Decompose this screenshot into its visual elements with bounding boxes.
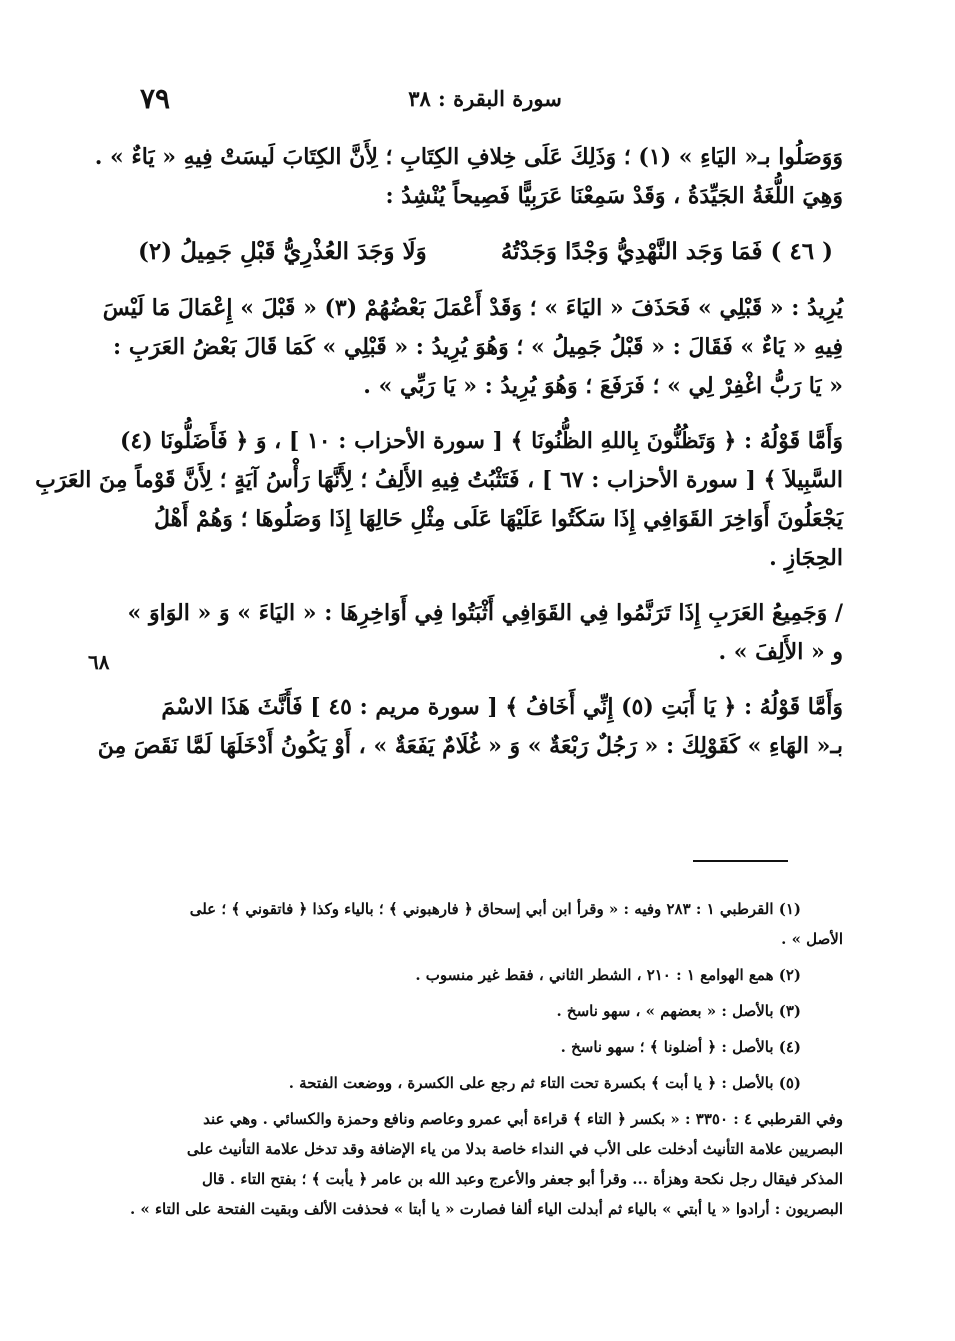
paragraph-5 — [97, 688, 843, 766]
footnote-5 — [128, 1068, 843, 1098]
footnote-line: البصريين علامة التأنيث أدخلت على الأب في النداء خاصة بدلا من ياء الإضافة وقد تدخل علامة التأنيث على — [186, 1140, 843, 1158]
footnote-line: المذكر فيقال رجل نكحة وهزأة ... وقرأ أبو جعفر والأعرج وعبد الله بن عامر ﴿ يأبت ﴾ ؛ بفتح التاء . قال — [202, 1170, 843, 1188]
footnote-divider — [693, 860, 788, 862]
paragraph-4 — [128, 594, 843, 672]
text-line: يُرِيدُ : « قَبْلِي » فَحَذَفَ « اليَاءَ » ؛ وَقَدْ أَعْمَلَ بَعْضُهُمْ (٣) « قَبْلَ » إِعْمَالَ مَا لَيْسَ — [102, 295, 843, 321]
footnote-5-continued — [128, 1104, 843, 1224]
footnote-line: الأصل » . — [781, 930, 843, 948]
text-line: السَّبِيلاَ ﴾ [ سورة الأحزاب : ٦٧ ] ، فَتَثْبُتُ فِيهِ الأَلِفُ ؛ لِأَنَّهَا رَأْسُ آيَةٍ ؛ لِأَنَّ قَوْماً مِنَ العَرَبِ — [35, 467, 843, 493]
poetry-verse — [138, 232, 833, 271]
footnote-line: وفي القرطبي ٤ : ٣٣٥٠ : « بكسر ﴿ التاء ﴾ قراءة أبي عمرو وعاصم ونافع وحمزة والكسائي . وهي عند — [203, 1110, 843, 1128]
footnote-line: البصريون : أرادوا « يا أبتي » بالياء ثم أبدلت الياء ألفا فصارت « يا أبتا » فحذفت الألف وبقيت الفتحة على التاء » . — [129, 1200, 843, 1218]
footnote-line: (٥) بالأصل : ﴿ يا أبت ﴾ بكسرة تحت التاء ثم رجع على الكسرة ، ووضعت الفتحة . — [288, 1074, 801, 1092]
text-line: فِيهِ « يَاءٌ » فَقَالَ : « قَبْلُ جَمِيلُ » ؛ وَهُوَ يُرِيدُ : « قَبْلِي » كَمَا قَالَ بَعْضُ العَرَبِ : — [113, 334, 843, 360]
text-line: وَهِيَ اللُّغَةُ الجَيِّدَةُ ، وَقَدْ سَمِعْنَا عَرَبِيًّا فَصِيحاً يُنْشِدُ : — [385, 183, 843, 209]
text-line: بـ« الهَاءِ » كَقَوْلِكَ : « رَجُلٌ رَبْعَةٌ » وَ « غُلَامٌ يَفَعَةٌ » ، أَوْ يَكُونُ أَدْخَلَهَا لَمَّا نَقَصَ مِنَ — [97, 733, 843, 759]
page-number: ٧٩ — [140, 82, 171, 115]
footnote-2 — [128, 960, 843, 990]
footnote-3 — [128, 996, 843, 1026]
margin-page-number: ٦٨ — [88, 650, 110, 674]
text-line: وَأَمَّا قَوْلُهُ : ﴿ يَا أَبَتِ (٥) إِنِّي أَخَافُ ﴾ [ سورة مريم : ٤٥ ] فَأَنَّثَ هَذَا الاسْمَ — [161, 694, 843, 720]
surah-title: سورة البقرة : ٣٨ — [408, 86, 562, 111]
footnote-4 — [128, 1032, 843, 1062]
text-line: و « الأَلِفَ » . — [718, 639, 843, 665]
footnote-line: (١) القرطبي ١ : ٢٨٣ وفيه : « وقرأ ابن أبي إسحاق ﴿ فارهبوني ﴾ ؛ بالياء وكذا ﴿ فاتقوني ﴾ ؛ على — [189, 900, 801, 918]
text-line: وَوَصَلُوا بـ« اليَاءِ » (١) ؛ وَذَلِكَ عَلَى خِلافِ الكِتَابِ ؛ لِأَنَّ الكِتَابَ لَيسَتْ فِيهِ « يَاءٌ » . — [94, 144, 843, 170]
page-header — [130, 82, 840, 118]
footnote-1 — [128, 894, 843, 954]
text-line: / وَجَمِيعُ العَرَبِ إِذَا تَرَنَّمُوا فِي القَوَافِي أَثْبَتُوا فِي أَوَاخِرِهَا : « اليَاءَ » وَ « الوَاوَ » — [127, 600, 843, 626]
verse-second-hemistich: وَلَا وَجَدَ العُذْرِيُّ قَبْلِ جَمِيلُ (٢) — [138, 238, 427, 265]
verse-first-hemistich: ( ٤٦ ) فَمَا وَجَد النَّهْدِيُّ وَجْدًا وَجَدْتُهُ — [500, 238, 833, 265]
paragraph-1 — [94, 138, 843, 216]
footnote-line: (٣) بالأصل : « بعضهم » ، سهو ناسخ . — [556, 1002, 801, 1020]
footnote-line: (٤) بالأصل : ﴿ أضلونا ﴾ ؛ سهو ناسخ . — [560, 1038, 801, 1056]
footnote-line: (٢) همع الهوامع ١ : ٢١٠ ، الشطر الثاني ، فقط غير منسوب . — [415, 966, 801, 984]
text-line: « يَا رَبُّ اغْفِرْ لِي » ؛ فَرَفَعَ ؛ وَهُوَ يُرِيدُ : « يَا رَبِّي » . — [363, 373, 843, 399]
text-line: الحِجَازِ . — [769, 545, 843, 571]
footnotes — [128, 894, 843, 1230]
text-line: يَجْعَلُونَ أَوَاخِرَ القَوَافِي إِذَا سَكَتُوا عَلَيْهَا عَلَى مِثْلِ حَالِهَا إِذَا وَصَلُوهَا ؛ وَهُمْ أَهْلُ — [154, 506, 843, 532]
paragraph-3 — [35, 422, 843, 578]
text-line: وَأَمَّا قَوْلُهُ : ﴿ وَتَظُنُّونَ بِاللهِ الظُّنُونَا ﴾ [ سورة الأحزاب : ١٠ ] ، وَ ﴿ فَأَضَلُّونَا (٤) — [119, 428, 843, 454]
paragraph-2 — [102, 289, 843, 406]
